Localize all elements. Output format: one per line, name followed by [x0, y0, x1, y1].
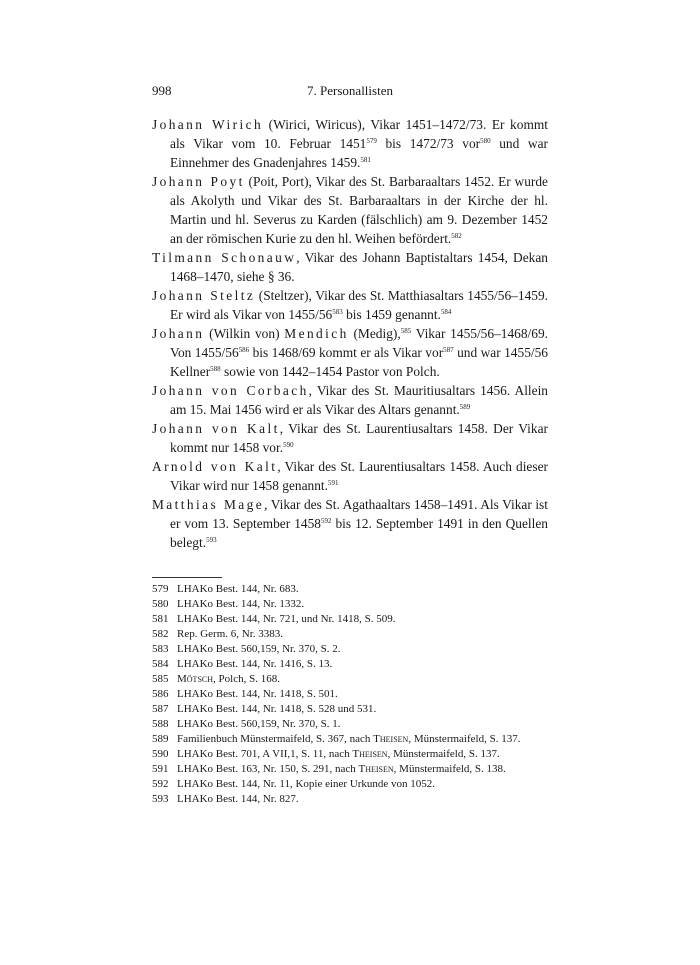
- person-name: Johann von Corbach: [152, 383, 309, 398]
- person-entry: [152, 381, 548, 419]
- entry-text: Familienbuch Münstermaifeld, S. 367, nach: [177, 733, 374, 745]
- footnote-ref: 581: [360, 156, 371, 164]
- person-name: Tilmann Schonauw: [152, 250, 297, 265]
- footnote-ref: 584: [440, 308, 452, 316]
- footnote: [152, 642, 548, 657]
- person-entry: [152, 286, 548, 324]
- footnote: [152, 672, 548, 687]
- footnote-number: 590: [152, 748, 169, 760]
- footnote-number: 592: [152, 778, 169, 790]
- footnote-ref: 587: [443, 346, 454, 354]
- footnote-number: 586: [152, 688, 169, 700]
- footnote: [152, 582, 548, 597]
- footnote-number: 581: [152, 613, 169, 625]
- footnote: [152, 657, 548, 672]
- entry-text: Vikar 1455/56–1468/69. Von 1455/56: [170, 326, 549, 360]
- entry-text: , Vikar des St. Laurentiusaltars 1458. Auch dieser Vikar wird nur 1458 genannt.: [170, 459, 548, 493]
- footnote-ref: 580: [480, 137, 491, 145]
- person-name: Johann: [152, 326, 205, 341]
- footnote: [152, 597, 548, 612]
- person-entry: [152, 248, 548, 286]
- footnote: [152, 702, 548, 717]
- footnote-number: 593: [152, 793, 169, 805]
- entry-text: LHAKo Best. 560,159, Nr. 370, S. 2.: [177, 643, 341, 655]
- entry-text: LHAKo Best. 144, Nr. 721, und Nr. 1418, S. 509.: [177, 613, 396, 625]
- running-title: 7. Personallisten: [307, 83, 393, 98]
- person-entry: [152, 115, 548, 172]
- entry-text: , Münstermaifeld, S. 138.: [393, 763, 506, 775]
- entry-text: bis 1459 genannt.: [342, 307, 441, 322]
- footnote: [152, 627, 548, 642]
- footnote-ref: 588: [210, 365, 221, 373]
- entry-text: , Vikar des St. Agathaaltars 1458–1491. Als Vikar ist er vom 13. September 1458: [170, 497, 548, 531]
- footnote-divider: [152, 577, 222, 578]
- footnote-ref: 592: [320, 517, 332, 525]
- person-entry: [152, 457, 548, 495]
- entry-text: und war 1455/56 Kellner: [170, 345, 548, 379]
- footnote: [152, 792, 548, 807]
- footnote-number: 579: [152, 583, 169, 595]
- person-name: Johann Steltz: [152, 288, 256, 303]
- footnote-ref: 593: [206, 536, 217, 544]
- entry-text: , Vikar des St. Mauritiusaltars 1456. Allein am 15. Mai 1456 wird er als Vikar des Altars genannt.: [170, 383, 549, 417]
- footnote: [152, 747, 548, 762]
- entry-text: LHAKo Best. 163, Nr. 150, S. 291, nach: [177, 763, 359, 775]
- footnote-ref: 586: [238, 346, 250, 354]
- entry-text: bis 12. September 1491 in den Quellen belegt.: [170, 516, 548, 550]
- footnote-ref: 591: [328, 479, 339, 487]
- entry-text: bis 1468/69 kommt er als Vikar vor: [249, 345, 444, 360]
- personnel-list: [152, 115, 548, 552]
- entry-text: Rep. Germ. 6, Nr. 3383.: [177, 628, 284, 640]
- entry-text: LHAKo Best. 144, Nr. 1418, S. 528 und 531.: [177, 703, 377, 715]
- author-name: Theisen: [352, 748, 388, 760]
- entry-text: (Poit, Port), Vikar des St. Barbaraaltars 1452. Er wurde als Akolyth und Vikar des St. Barbaraaltars in der Kirche der hl. Martin und hl. Severus zu Karden (fälschlich) am 9. Dezember 1452 an der römischen Kurie zu den hl. Weihen befördert.: [170, 174, 548, 246]
- footnotes: [152, 582, 548, 807]
- footnote-number: 583: [152, 643, 169, 655]
- entry-text: LHAKo Best. 144, Nr. 683.: [177, 583, 299, 595]
- footnote-ref: 590: [283, 441, 294, 449]
- page-header: [152, 83, 548, 103]
- footnote: [152, 717, 548, 732]
- entry-text: bis 1472/73 vor: [376, 136, 481, 151]
- entry-text: sowie von 1442–1454 Pastor von Polch.: [220, 364, 440, 379]
- page-number: 998: [152, 83, 172, 98]
- footnote-number: 587: [152, 703, 169, 715]
- footnote-ref: 585: [400, 327, 412, 335]
- author-name: Theisen: [358, 763, 394, 775]
- person-name: Arnold von Kalt: [152, 459, 278, 474]
- person-name: Matthias Mage: [152, 497, 265, 512]
- entry-text: , Polch, S. 168.: [213, 673, 280, 685]
- footnote-ref: 579: [366, 137, 377, 145]
- entry-text: (Medig),: [348, 326, 401, 341]
- entry-text: und war Einnehmer des Gnadenjahres 1459.: [170, 136, 548, 170]
- footnote: [152, 777, 548, 792]
- footnote-number: 582: [152, 628, 169, 640]
- person-name: Johann Wirich: [152, 117, 264, 132]
- entry-text: , Münstermaifeld, S. 137.: [387, 748, 500, 760]
- author-name: Theisen: [373, 733, 409, 745]
- entry-text: LHAKo Best. 144, Nr. 827.: [177, 793, 299, 805]
- entry-text: , Vikar des St. Laurentiusaltars 1458. Der Vikar kommt nur 1458 vor.: [170, 421, 548, 455]
- entry-text: LHAKo Best. 144, Nr. 1418, S. 501.: [177, 688, 338, 700]
- footnote: [152, 762, 548, 777]
- footnote: [152, 612, 548, 627]
- footnote-number: 584: [152, 658, 169, 670]
- footnote-number: 580: [152, 598, 169, 610]
- person-name: Mendich: [284, 326, 349, 341]
- entry-text: (Steltzer), Vikar des St. Matthiasaltars 1455/56–1459. Er wird als Vikar von 1455/56: [170, 288, 548, 322]
- entry-text: , Vikar des Johann Baptistaltars 1454, Dekan 1468–1470, siehe § 36.: [170, 250, 548, 284]
- person-name: Johann Poyt: [152, 174, 245, 189]
- footnote-number: 588: [152, 718, 169, 730]
- footnote-number: 591: [152, 763, 169, 775]
- person-name: Johann von Kalt: [152, 421, 280, 436]
- entry-text: , Münstermaifeld, S. 137.: [408, 733, 521, 745]
- footnote: [152, 732, 548, 747]
- footnote: [152, 687, 548, 702]
- person-entry: [152, 324, 548, 381]
- entry-text: LHAKo Best. 144, Nr. 1332.: [177, 598, 305, 610]
- person-entry: [152, 495, 548, 552]
- entry-text: LHAKo Best. 701, A VII,1, S. 11, nach: [177, 748, 353, 760]
- person-entry: [152, 419, 548, 457]
- footnote-ref: 583: [332, 308, 343, 316]
- entry-text: LHAKo Best. 560,159, Nr. 370, S. 1.: [177, 718, 341, 730]
- footnote-ref: 582: [451, 232, 462, 240]
- footnote-number: 589: [152, 733, 169, 745]
- footnote-ref: 589: [459, 403, 471, 411]
- entry-text: LHAKo Best. 144, Nr. 11, Kopie einer Urkunde von 1052.: [177, 778, 436, 790]
- entry-text: (Wilkin von): [204, 326, 285, 341]
- entry-text: LHAKo Best. 144, Nr. 1416, S. 13.: [177, 658, 333, 670]
- author-name: Mötsch: [177, 673, 214, 685]
- footnote-number: 585: [152, 673, 169, 685]
- entry-text: (Wirici, Wiricus), Vikar 1451–1472/73. Er kommt als Vikar vom 10. Februar 1451: [170, 117, 549, 151]
- person-entry: [152, 172, 548, 248]
